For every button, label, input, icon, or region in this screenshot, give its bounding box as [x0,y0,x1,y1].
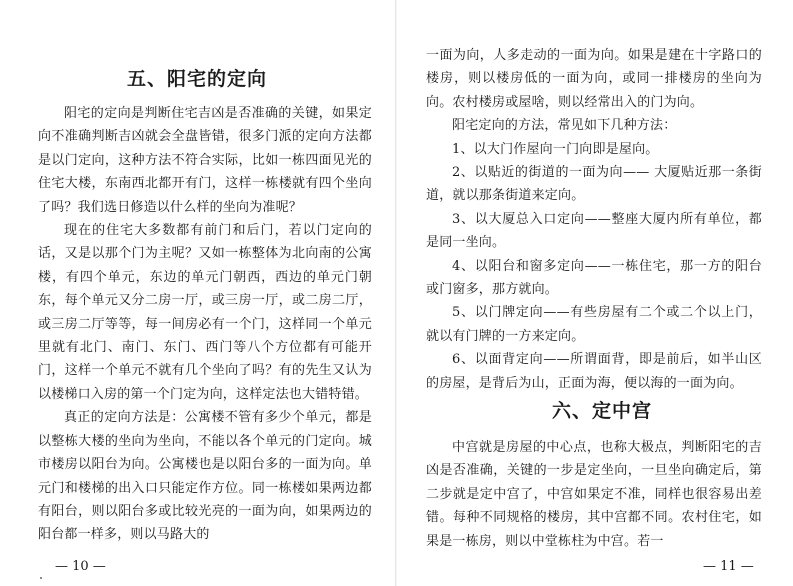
paragraph: 中宫就是房屋的中心点，也称大极点，判断阳宅的吉凶是否准确，关键的一步是定坐向，一旦坐向确定后，第二步就是定中宫了，中宫如果定不准，同样也很容易出差错。每种不同规格的楼房，其中宫都不同。农村住宅，如果是一栋房，则以中堂栋柱为中宫。若一 [426,440,762,549]
page-number-left: — 10 — [55,559,106,574]
list-item: 1、以大门作屋向一门向即是屋向。 [452,141,659,157]
paragraph: 真正的定向方法是：公寓楼不管有多少个单元，都是以整栋大楼的坐向为坐向，不能以各个单元的门定向。城市楼房以阳台为向。公寓楼也是以阳台多的一面为向。单元门和楼梯的出入口只能定作方位。同一栋楼如果两边都有阳台，则以阳台多或比较光亮的一面为向，如果两边的阳台都一样多，则以马路大的 [38,410,372,543]
list-item: 3、以大厦总入口定向——整座大厦内所有单位，都是同一坐向。 [426,211,762,251]
right-page-body-top [426,44,762,395]
left-page [0,0,396,586]
list-item: 5、以门牌定向——有些房屋有二个或二个以上门，就以有门牌的一方来定向。 [426,305,762,344]
right-page [397,0,793,586]
list-item: 6、以面背定向——所谓面背，即是前后，如半山区的房屋，是背后为山，正面为海，便以海的一面为向。 [426,352,762,391]
paragraph: 阳宅定向的方法，常见如下几种方法： [452,118,677,134]
scan-speck [40,577,42,579]
paragraph: 阳宅的定向是判断住宅吉凶是否准确的关键，如果定向不准确判断吉凶就会全盘皆错，很多门派的定向方法都是以门定向，这种方法不符合实际，比如一栋四面见光的住宅大楼，东南西北都开有门，这样一栋楼就有四个坐向了吗？我们选日修造以什么样的坐向为准呢？ [38,106,372,215]
section-heading-5: 五、阳宅的定向 [127,68,268,90]
continuation-paragraph: 一面为向，人多走动的一面为向。如果是建在十字路口的楼房，则以楼房低的一面为向，或同一排楼房的坐向为向。农村楼房或屋啥，则以经常出入的门为向。 [426,48,762,110]
section-heading-6: 六、定中宫 [552,400,653,422]
page-number-right: — 11 — [703,559,754,574]
paragraph: 现在的住宅大多数都有前门和后门，若以门定向的话，又是以那个门为主呢？又如一栋整体为北向南的公寓楼，有四个单元，东边的单元门朝西，西边的单元门朝东，每个单元又分二房一厅，或三房一厅，或二房二厅，或三房二厅等等，每一间房必有一个门，这样同一个单元里就有北门、南门、东门、西门等八个方位都有可能开门，这样一个单元不就有几个坐向了吗？有的先生又认为以楼梯口入房的第一个门定为向，这样定法也大错特错。 [38,223,372,402]
left-page-body [38,102,372,547]
list-item: 2、以贴近的街道的一面为向—— 大厦贴近那一条街道，就以那条街道来定向。 [426,165,762,204]
list-item: 4、以阳台和窗多定向——一栋住宅，那一方的阳台或门窗多，那方就向。 [426,258,762,298]
right-page-body-bottom [426,436,762,553]
